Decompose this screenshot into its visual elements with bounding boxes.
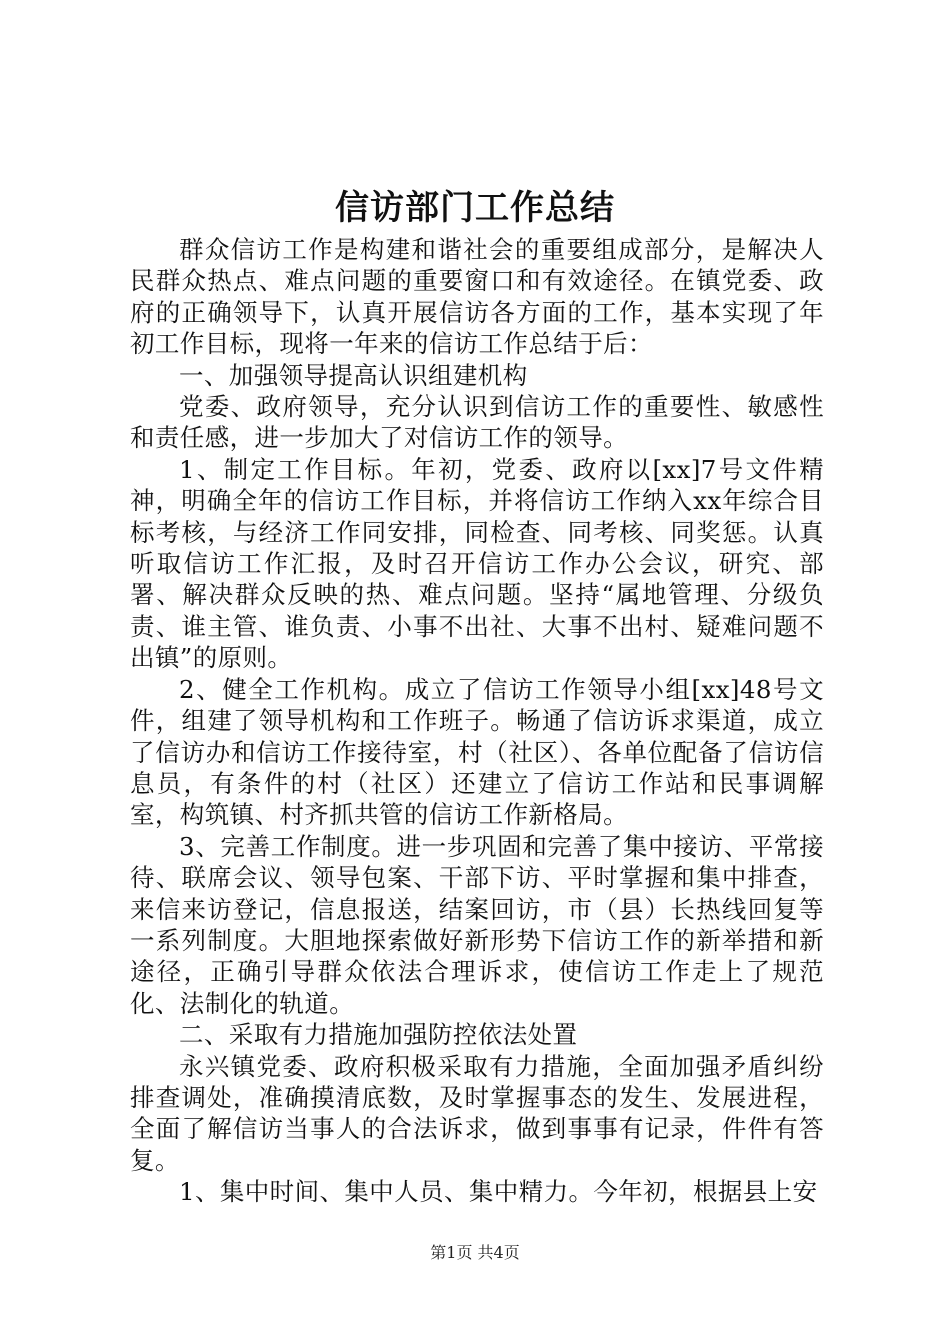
- section-2-paragraph: 永兴镇党委、政府积极采取有力措施，全面加强矛盾纠纷排查调处，准确摸清底数，及时掌握事态的发生、发展进程，全面了解信访当事人的合法诉求，做到事事有记录，件件有答复。: [130, 1051, 824, 1175]
- item-2-paragraph: 2、健全工作机构。成立了信访工作领导小组[xx]48号文件，组建了领导机构和工作班子。畅通了信访诉求渠道，成立了信访办和信访工作接待室，村（社区）、各单位配备了信访信息员，有条件的村（社区）还建立了信访工作站和民事调解室，构筑镇、村齐抓共管的信访工作新格局。: [130, 674, 824, 830]
- item-1-paragraph: 1、制定工作目标。年初，党委、政府以[xx]7号文件精神，明确全年的信访工作目标，并将信访工作纳入xx年综合目标考核，与经济工作同安排，同检查、同考核、同奖惩。认真听取信访工作汇报，及时召开信访工作办公会议，研究、部署、解决群众反映的热、难点问题。坚持“属地管理、分级负责、谁主管、谁负责、小事不出社、大事不出村、疑难问题不出镇”的原则。: [130, 454, 824, 673]
- section-heading-1: 一、加强领导提高认识组建机构: [179, 360, 528, 390]
- section-2-item-1-paragraph: 1、集中时间、集中人员、集中精力。今年初，根据县上安: [179, 1177, 818, 1207]
- document-title: 信访部门工作总结: [335, 188, 615, 228]
- section-heading-2: 二、采取有力措施加强防控依法处置: [179, 1020, 578, 1050]
- item-3-paragraph: 3、完善工作制度。进一步巩固和完善了集中接访、平常接待、联席会议、领导包案、干部下访、平时掌握和集中排查，来信来访登记，信息报送，结案回访，市（县）长热线回复等一系列制度。大胆地探索做好新形势下信访工作的新举措和新途径，正确引导群众依法合理诉求，使信访工作走上了规范化、法制化的轨道。: [130, 831, 824, 1018]
- intro-paragraph: 群众信访工作是构建和谐社会的重要组成部分，是解决人民群众热点、难点问题的重要窗口和有效途径。在镇党委、政府的正确领导下，认真开展信访各方面的工作，基本实现了年初工作目标，现将一年来的信访工作总结于后：: [130, 235, 824, 359]
- document-body: [130, 234, 824, 1208]
- section-1-paragraph: 党委、政府领导，充分认识到信访工作的重要性、敏感性和责任感，进一步加大了对信访工作的领导。: [130, 392, 824, 453]
- page-footer: 第1页 共4页: [430, 1243, 520, 1262]
